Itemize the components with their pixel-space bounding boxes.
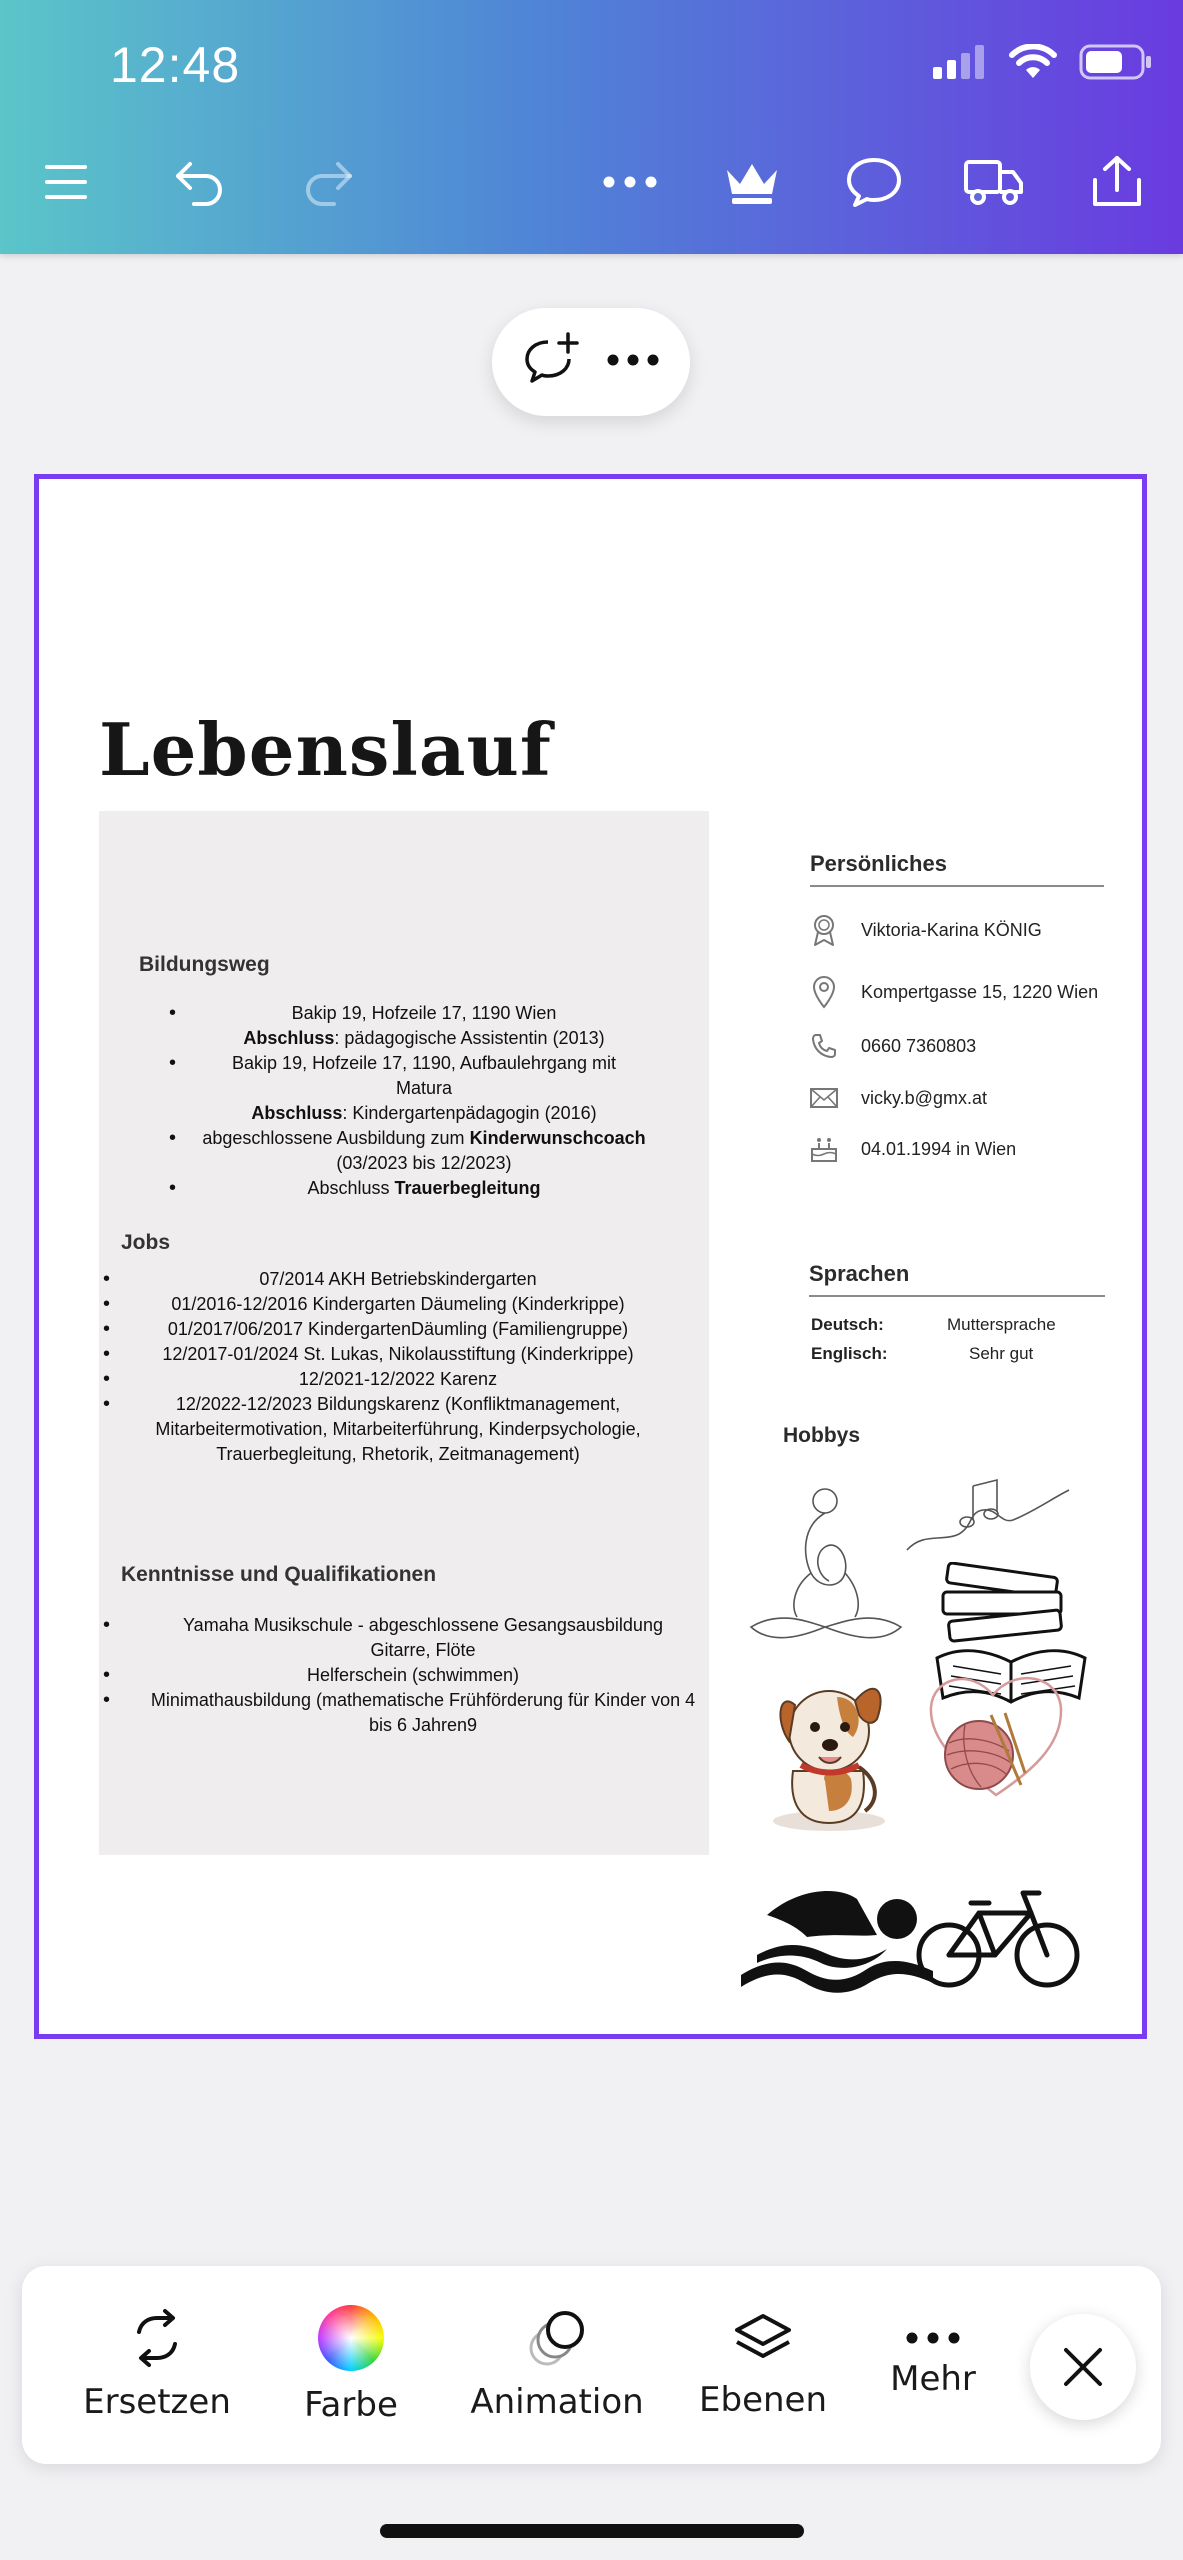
more-button[interactable] (858, 2266, 1008, 2464)
page-title: Lebenslauf (99, 707, 552, 792)
layers-icon (733, 2310, 793, 2366)
home-indicator[interactable] (380, 2524, 804, 2538)
list-item: • abgeschlossene Ausbildung zum Kinderwunschcoach (03/2023 bis 12/2023) (169, 1126, 659, 1176)
redo-icon[interactable] (296, 150, 360, 214)
yoga-icon (741, 1477, 911, 1647)
music-note-icon (903, 1472, 1073, 1562)
address-row: Kompertgasse 15, 1220 Wien (807, 975, 1098, 1009)
document-canvas[interactable] (34, 474, 1147, 2039)
animation-icon (525, 2308, 589, 2368)
battery-icon (1079, 44, 1153, 80)
hobbys-heading: Hobbys (783, 1424, 861, 1447)
crown-icon[interactable] (720, 150, 784, 214)
yarn-heart-icon (921, 1655, 1071, 1815)
comment-icon[interactable] (842, 150, 906, 214)
floating-element-menu (492, 308, 690, 416)
list-item: • Abschluss Trauerbegleitung (169, 1176, 659, 1201)
status-time: 12:48 (110, 37, 241, 93)
tool-label: Farbe (304, 2385, 398, 2425)
sprachen-heading: Sprachen (809, 1261, 910, 1286)
top-toolbar (0, 0, 1183, 254)
jobs-list (103, 1267, 673, 1467)
list-item: • 12/2017-01/2024 St. Lukas, Nikolausstiftung (Kinderkrippe) (103, 1342, 673, 1367)
share-icon[interactable] (1085, 150, 1149, 214)
language-level: Sehr gut (969, 1344, 1034, 1363)
bottom-toolbar (22, 2266, 1161, 2464)
name-row: Viktoria-Karina KÖNIG (807, 913, 1042, 947)
jobs-heading: Jobs (121, 1231, 171, 1254)
wifi-icon (1009, 44, 1057, 80)
list-item: • Bakip 19, Hofzeile 17, 1190, Aufbaulehrgang mit Matura Abschluss: Kindergartenpädagogin (2016) (169, 1051, 659, 1126)
mail-icon (807, 1081, 841, 1115)
more-icon[interactable] (606, 353, 660, 372)
tool-label: Ebenen (699, 2380, 827, 2420)
divider (809, 1295, 1105, 1297)
list-item: • 07/2014 AKH Betriebskindergarten (103, 1267, 673, 1292)
language-name: Deutsch: (811, 1315, 884, 1334)
left-content-box (99, 811, 709, 1855)
close-button[interactable] (1030, 2314, 1136, 2420)
tool-label: Mehr (890, 2359, 976, 2399)
birth-row: 04.01.1994 in Wien (807, 1132, 1016, 1166)
more-icon (905, 2331, 961, 2345)
tool-label: Ersetzen (83, 2382, 231, 2422)
bildungsweg-heading: Bildungsweg (139, 953, 270, 976)
language-level: Muttersprache (947, 1315, 1056, 1334)
award-icon (807, 913, 841, 947)
list-item: • 01/2016-12/2016 Kindergarten Däumeling (Kinderkrippe) (103, 1292, 673, 1317)
cellular-signal-icon (933, 45, 987, 79)
more-icon[interactable] (598, 150, 662, 214)
divider (810, 885, 1104, 887)
bicycle-icon (913, 1883, 1083, 1993)
list-item: • Bakip 19, Hofzeile 17, 1190 Wien Abschluss: pädagogische Assistentin (2013) (169, 1001, 659, 1051)
truck-icon[interactable] (962, 150, 1026, 214)
dog-icon (759, 1661, 899, 1837)
list-item: • 12/2022-12/2023 Bildungskarenz (Konfliktmanagement, Mitarbeitermotivation, Mitarbeiterführung, Kinderpsychologie, Trauerbegleitung, Rhetorik, Zeitmanagement) (103, 1392, 673, 1467)
email-row: vicky.b@gmx.at (807, 1081, 987, 1115)
persoenliches-heading: Persönliches (810, 851, 947, 876)
color-wheel-icon (318, 2305, 384, 2371)
animation-button[interactable] (450, 2266, 664, 2464)
add-comment-icon[interactable] (522, 332, 582, 393)
phone-row: 0660 7360803 (807, 1029, 976, 1063)
list-item: • 01/2017/06/2017 KindergartenDäumling (Familiengruppe) (103, 1317, 673, 1342)
birthday-cake-icon (807, 1132, 841, 1166)
kenntnisse-heading: Kenntnisse und Qualifikationen (121, 1563, 437, 1586)
layers-button[interactable] (678, 2266, 848, 2464)
undo-icon[interactable] (168, 150, 232, 214)
menu-icon[interactable] (34, 150, 98, 214)
list-item: • Minimathausbildung (mathematische Frühförderung für Kinder von 4 bis 6 Jahren9 (103, 1688, 703, 1738)
kenntnisse-list (103, 1613, 703, 1738)
list-item: • 12/2021-12/2022 Karenz (103, 1367, 673, 1392)
location-pin-icon (807, 975, 841, 1009)
replace-icon (127, 2308, 187, 2368)
list-item: • Yamaha Musikschule - abgeschlossene Gesangsausbildung Gitarre, Flöte (103, 1613, 703, 1663)
swimmer-icon (737, 1875, 937, 1995)
bildungsweg-list (169, 1001, 659, 1201)
close-icon (1062, 2346, 1104, 2388)
phone-icon (807, 1029, 841, 1063)
tool-label: Animation (470, 2382, 644, 2422)
list-item: • Helferschein (schwimmen) (103, 1663, 703, 1688)
color-button[interactable] (266, 2266, 436, 2464)
status-icons (933, 44, 1153, 80)
language-name: Englisch: (811, 1344, 888, 1363)
replace-button[interactable] (66, 2266, 248, 2464)
resume-page (47, 487, 1134, 2026)
